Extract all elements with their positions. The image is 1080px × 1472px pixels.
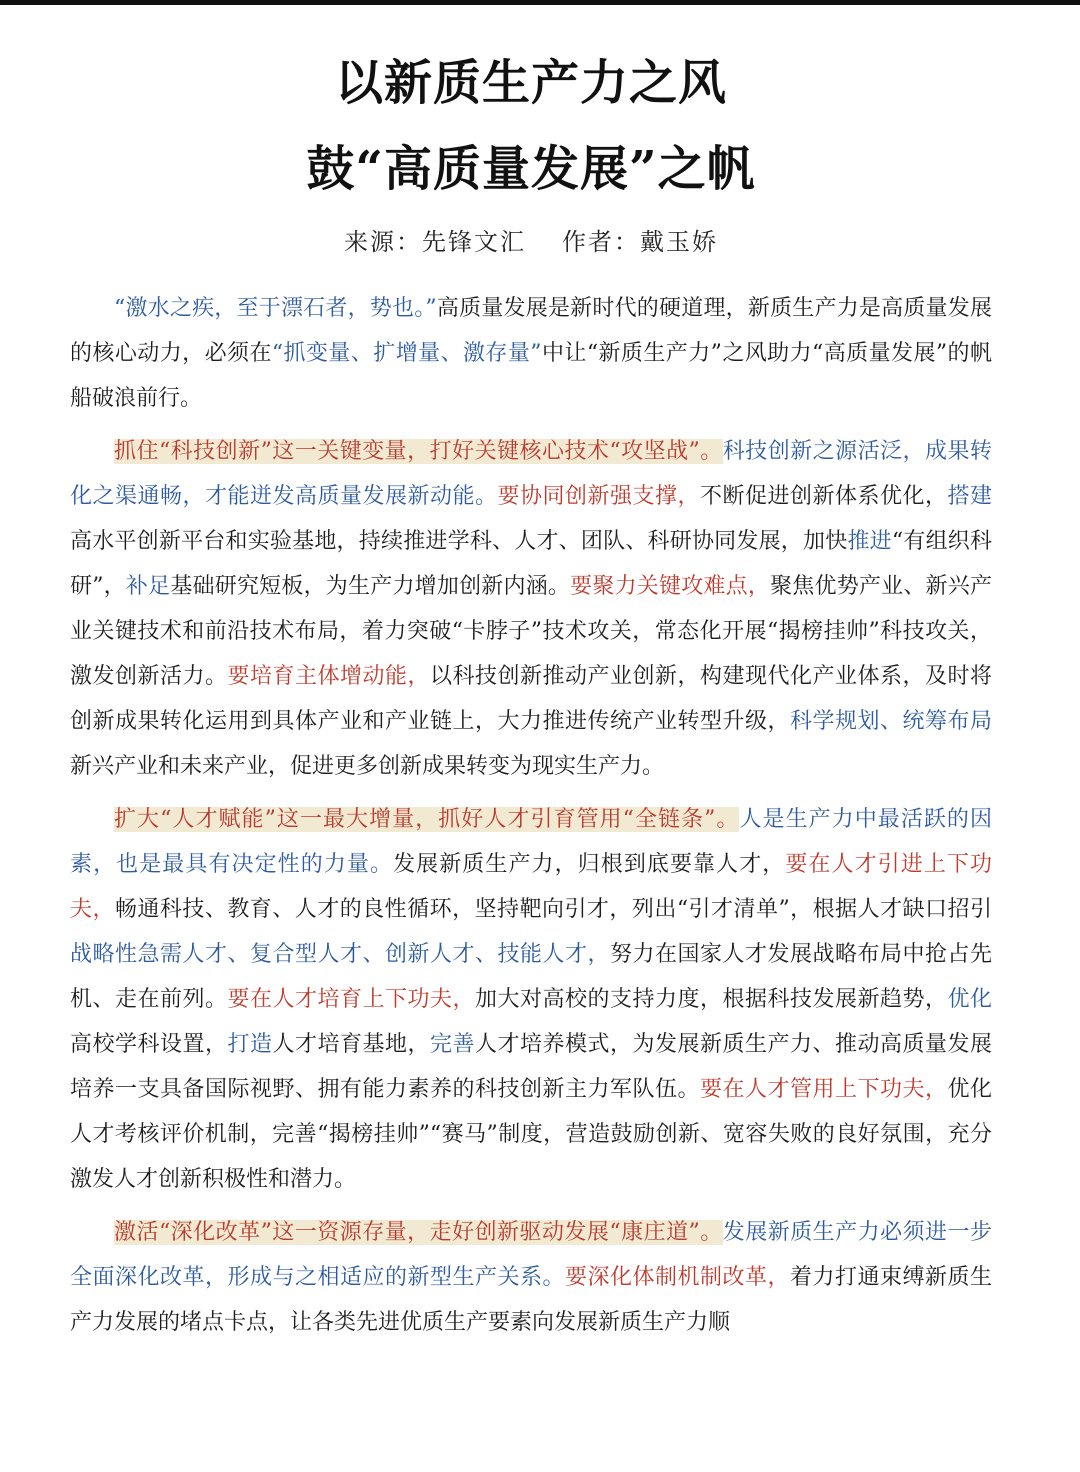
body-text: 不断促进创新体系优化，	[699, 484, 948, 509]
body-text: 聚焦优势产业、新兴产业关键技术和前沿技术布局，着力突破“卡脖子”技术攻关，常态化开展“揭榜挂帅”科技攻关，激发创新活力。	[70, 574, 992, 689]
top-border	[0, 0, 1080, 5]
article-meta	[70, 220, 992, 264]
body-text: 优化人才考核评价机制，完善“揭榜挂帅”“赛马”制度，营造鼓励创新、宽容失败的良好氛围，充分激发人才创新积极性和潜力。	[70, 1077, 992, 1192]
body-text: 高校学科设置，	[70, 1032, 228, 1057]
red-emphasis-text: 要深化体制机制改革，	[564, 1265, 790, 1290]
red-emphasis-text: 要在人才管用上下功夫，	[699, 1077, 948, 1102]
body-text: 以科技创新推动产业创新，构建现代化产业体系，及时将创新成果转化运用到具体产业和产业链上，大力推进传统产业转型升级，	[70, 664, 992, 734]
body-text: 人才培养模式，为发展新质生产力、推动高质量发展培养一支具备国际视野、拥有能力素养的科技创新主力军队伍。	[70, 1032, 992, 1102]
body-text: 畅通科技、教育、人才的良性循环，坚持靶向引才，列出“引才清单”，根据人才缺口招引	[114, 897, 992, 922]
body-text: 努力在国家人才发展战略布局中抢占先机、走在前列。	[70, 942, 992, 1012]
blue-emphasis-text: 发展新质生产力必须进一步全面深化改革，形成与之相适应的新型生产关系。	[70, 1220, 992, 1290]
article-source: 来源：先锋文汇	[344, 228, 526, 256]
article-title-line-2: 鼓“高质量发展”之帆	[306, 141, 756, 197]
highlighted-lead-sentence: 扩大“人才赋能”这一最大增量，抓好人才引育管用“全链条”。	[114, 807, 740, 832]
blue-emphasis-text: 打造	[227, 1032, 273, 1057]
blue-emphasis-text: 战略性急需人才、复合型人才、创新人才、技能人才，	[70, 942, 610, 967]
body-text: 着力打通束缚新质生产力发展的堵点卡点，让各类先进优质生产要素向发展新质生产力顺	[70, 1265, 992, 1335]
article-title-line-1: 以新质生产力之风	[334, 55, 727, 111]
paragraph-2	[70, 429, 992, 789]
article	[70, 40, 992, 1345]
body-text: 高质量发展是新时代的硬道理，新质生产力是高质量发展的核心动力，必须在	[70, 296, 992, 366]
red-emphasis-text: 要在人才培育上下功夫，	[227, 987, 475, 1012]
blue-emphasis-text: “抓变量、扩增量、激存量”	[271, 341, 542, 366]
blue-emphasis-text: 完善	[430, 1032, 475, 1057]
body-text: “有组织科研”，	[70, 529, 992, 599]
blue-emphasis-text: 推进	[847, 529, 892, 554]
paragraph-4	[70, 1210, 992, 1345]
body-text: 人才培育基地，	[272, 1032, 430, 1057]
blue-emphasis-text: “激水之疾，至于漂石者，势也。”	[114, 296, 437, 321]
paragraph-3	[70, 797, 992, 1202]
blue-emphasis-text: 科学规划、统筹布局	[789, 709, 992, 734]
body-text: 新兴产业和未来产业，促进更多创新成果转变为现实生产力。	[70, 754, 665, 779]
red-emphasis-text: 要聚力关键攻难点，	[570, 574, 771, 599]
red-emphasis-text: 要培育主体增动能，	[227, 664, 430, 689]
body-text: 高水平创新平台和实验基地，持续推进学科、人才、团队、科研协同发展，加快	[70, 529, 848, 554]
blue-emphasis-text: 搭建	[947, 484, 992, 509]
body-text: 加大对高校的支持力度，根据科技发展新趋势，	[474, 987, 948, 1012]
red-emphasis-text: 要在人才引进上下功夫，	[70, 852, 992, 922]
blue-emphasis-text: 科技创新之源活泛，成果转化之渠通畅，才能迸发高质量发展新动能。	[70, 439, 992, 509]
highlighted-lead-sentence: 抓住“科技创新”这一关键变量，打好关键核心技术“攻坚战”。	[114, 439, 723, 464]
paragraph-1	[70, 286, 992, 421]
blue-emphasis-text: 补足	[125, 574, 171, 599]
body-text: 中让“新质生产力”之风助力“高质量发展”的帆船破浪前行。	[70, 341, 992, 411]
body-text: 基础研究短板，为生产力增加创新内涵。	[170, 574, 571, 599]
red-emphasis-text: 要协同创新强支撑，	[497, 484, 700, 509]
blue-emphasis-text: 人是生产力中最活跃的因素，也是最具有决定性的力量。	[70, 807, 992, 877]
body-text: 发展新质生产力，归根到底要靠人才，	[393, 852, 786, 877]
article-author: 作者：戴玉娇	[562, 228, 718, 256]
highlighted-lead-sentence: 激活“深化改革”这一资源存量，走好创新驱动发展“康庄道”。	[114, 1220, 723, 1245]
blue-emphasis-text: 优化	[947, 987, 992, 1012]
